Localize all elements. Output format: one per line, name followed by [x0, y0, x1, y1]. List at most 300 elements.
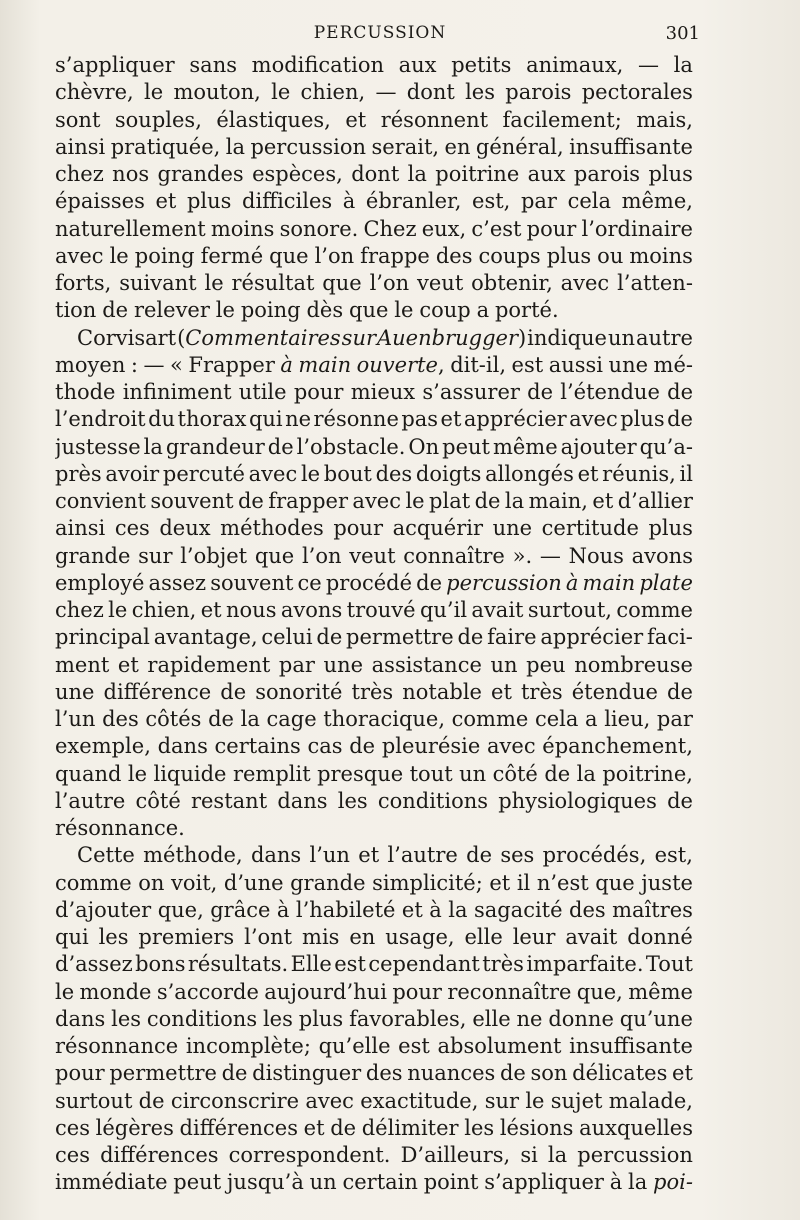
word: premiers: [138, 925, 235, 949]
word: insuffisante: [569, 1034, 693, 1058]
word: avec: [569, 407, 618, 432]
word: mis: [302, 925, 340, 949]
word: permettre: [109, 1061, 217, 1086]
word: acquérir: [392, 516, 484, 541]
word: thode: [55, 380, 116, 404]
word: dont: [351, 162, 400, 186]
word: maîtres: [612, 897, 693, 922]
word: nous: [226, 598, 277, 622]
word: coups: [478, 243, 541, 268]
word: circonscrire: [170, 1088, 300, 1113]
word: pas: [401, 407, 439, 432]
word: ces: [55, 1115, 90, 1140]
word: résonnance: [55, 1034, 179, 1058]
text-line: [55, 761, 693, 788]
word: et: [401, 897, 423, 922]
word: étendue: [571, 679, 658, 704]
text-line: [55, 842, 693, 869]
word: sans: [189, 53, 237, 77]
word: de: [474, 489, 501, 513]
word: et: [491, 679, 512, 704]
word: à: [276, 897, 290, 922]
word: Corvisart: [77, 325, 177, 350]
word: que: [322, 271, 362, 295]
word: ses: [500, 843, 535, 868]
word: l’atten-: [617, 271, 693, 295]
word: main: [582, 570, 636, 595]
word: aux: [527, 162, 566, 186]
word: simplicité;: [372, 870, 483, 895]
word: faire: [487, 625, 537, 650]
word: moins: [210, 216, 275, 241]
word: de: [499, 1061, 526, 1086]
word: que,: [157, 897, 204, 922]
word: chez: [55, 598, 104, 622]
word: de: [416, 570, 443, 595]
text-line: [55, 1060, 693, 1087]
word: s’assurer: [422, 380, 520, 404]
word: reconnaître: [447, 979, 572, 1004]
word: les: [111, 1006, 142, 1031]
word: utile: [238, 380, 287, 404]
word: méthode,: [143, 843, 243, 868]
text-line: [55, 543, 693, 570]
word: animaux,: [526, 53, 624, 77]
word: doigts: [415, 461, 482, 486]
word: naturellement: [55, 216, 206, 241]
word: qu’a-: [639, 434, 693, 459]
word: que: [595, 870, 635, 895]
word: peut: [442, 434, 490, 459]
word: apprécier: [540, 625, 644, 650]
word: à: [342, 189, 356, 214]
word: nuances: [407, 1061, 496, 1086]
word: malade,: [608, 1088, 693, 1113]
word: monde: [79, 979, 152, 1004]
word: exemple,: [55, 734, 151, 759]
text-line: [55, 1115, 693, 1142]
word: l’autre: [55, 788, 126, 813]
word: leur: [512, 925, 556, 949]
word: voit,: [171, 870, 218, 895]
word: juste: [641, 870, 693, 895]
word: grande: [55, 543, 131, 568]
word: assistance: [371, 652, 482, 677]
word: différence: [103, 679, 212, 704]
word: plus: [298, 1006, 344, 1031]
word: de: [349, 734, 376, 759]
word: côté: [135, 788, 181, 813]
word: avoir: [105, 461, 160, 486]
word: résultat: [231, 271, 315, 295]
word: pour: [55, 1061, 105, 1086]
word: l’on: [301, 543, 342, 568]
text-line: [55, 216, 693, 243]
word: les: [337, 788, 368, 813]
text-line: [55, 79, 693, 106]
word: la: [547, 1143, 568, 1167]
text-line: [55, 297, 693, 324]
word: méthodes: [220, 516, 324, 541]
word: par: [520, 189, 557, 214]
word: ».: [512, 543, 533, 568]
word: percussion: [446, 570, 562, 595]
word: les: [465, 80, 496, 105]
word: comme: [55, 870, 132, 895]
word: avec: [487, 734, 536, 759]
word: des: [569, 897, 606, 922]
text-line: [55, 1088, 693, 1115]
word: l’étendue: [560, 380, 660, 404]
word: résonnance.: [55, 816, 185, 840]
word: le: [300, 461, 321, 486]
word: il: [516, 870, 531, 895]
word: permettre: [346, 625, 454, 650]
word: l’ont: [244, 925, 293, 949]
word: aux: [398, 53, 437, 77]
text-line: [55, 733, 693, 760]
word: correspondent.: [228, 1143, 391, 1167]
text-line: [55, 570, 693, 597]
word: de: [667, 380, 693, 404]
word: relever: [133, 298, 210, 323]
word: d’allier: [617, 489, 693, 513]
running-title: PERCUSSION: [313, 23, 447, 43]
word: grâce: [210, 897, 271, 922]
word: est,: [654, 843, 693, 868]
word: distinguer: [252, 1061, 362, 1086]
word: du: [148, 407, 176, 432]
word: la: [407, 162, 427, 186]
word: ou: [597, 243, 624, 268]
word: suivant: [119, 271, 197, 295]
word: avec: [352, 489, 401, 513]
word: dans: [277, 788, 328, 813]
word: souvent: [150, 489, 234, 513]
word: procédé: [325, 570, 413, 595]
word: poitrine,: [602, 761, 693, 786]
word: a: [585, 707, 598, 731]
text-line: [55, 815, 693, 842]
word: plus: [186, 189, 232, 214]
word: de: [667, 679, 693, 704]
word: est,: [472, 189, 511, 214]
word: Chez: [363, 216, 417, 241]
word: usage,: [385, 925, 455, 949]
word: une: [492, 516, 533, 541]
word: que: [349, 298, 389, 323]
word: thoracique,: [323, 707, 446, 731]
word: espèces,: [252, 162, 343, 186]
word: allongés: [485, 461, 574, 486]
word: à: [280, 352, 293, 377]
word: forts,: [55, 271, 112, 295]
word: eux,: [421, 216, 467, 241]
word: le: [525, 1088, 545, 1113]
word: (Commentaires: [177, 325, 341, 350]
text-line: [55, 134, 693, 161]
word: trouvé: [346, 598, 416, 622]
word: surtout: [55, 1088, 133, 1113]
body-text: [55, 52, 693, 1197]
word: de: [267, 434, 294, 459]
word: procédés,: [542, 843, 647, 868]
word: il: [679, 461, 693, 486]
text-line: [55, 161, 693, 188]
word: auxquelles: [579, 1115, 693, 1140]
text-line: [55, 870, 693, 897]
word: nos: [112, 162, 150, 186]
word: physiologiques: [498, 788, 657, 813]
word: assez: [148, 570, 207, 595]
word: différences: [179, 1115, 299, 1140]
word: plus: [648, 162, 693, 186]
word: c’est: [471, 216, 522, 241]
word: mais,: [636, 107, 693, 132]
word: plus: [648, 516, 693, 541]
text-line: [55, 107, 693, 134]
word: main,: [528, 489, 588, 513]
word: de: [457, 625, 484, 650]
word: cependant: [368, 952, 480, 977]
text-line: [55, 52, 693, 79]
word: justesse: [55, 434, 141, 459]
word: général,: [475, 134, 564, 159]
word: certains: [214, 734, 301, 759]
word: à: [565, 570, 579, 595]
word: comme: [451, 707, 529, 731]
word: sagacité: [473, 897, 563, 922]
word: le: [405, 489, 425, 513]
word: le: [55, 979, 75, 1004]
word: avec: [305, 1088, 354, 1113]
word: peu: [526, 652, 566, 677]
word: ment: [55, 652, 110, 677]
word: en: [444, 134, 471, 159]
word: elle: [464, 925, 503, 949]
word: la: [673, 53, 693, 77]
word: la: [504, 489, 525, 513]
word: facilement;: [502, 107, 622, 132]
text-line: [55, 188, 693, 215]
word: avec: [55, 243, 104, 268]
word: ébranler,: [365, 189, 462, 214]
word: lésions: [499, 1115, 574, 1140]
word: l’endroit: [55, 407, 146, 432]
word: de: [138, 1088, 165, 1113]
word: a: [476, 298, 490, 323]
word: avec: [560, 271, 610, 295]
word: bons: [135, 952, 186, 977]
word: ce: [297, 570, 322, 595]
word: surtout,: [527, 598, 612, 622]
text-line: [55, 652, 693, 679]
word: Tout: [645, 952, 693, 977]
word: moins: [629, 243, 693, 268]
word: près: [55, 461, 102, 486]
text-line: [55, 679, 693, 706]
word: le: [394, 298, 414, 323]
word: —: [375, 80, 397, 105]
text-line: [55, 788, 693, 815]
word: autre: [635, 325, 693, 350]
word: convient: [55, 489, 146, 513]
word: employé: [55, 570, 145, 595]
word: et: [672, 1061, 693, 1086]
word: plus: [546, 243, 592, 268]
word: notable: [402, 679, 482, 704]
word: certitude: [541, 516, 639, 541]
word: même: [628, 979, 693, 1004]
word: pour: [333, 516, 383, 541]
word: qui: [248, 407, 283, 432]
word: veut: [349, 543, 396, 568]
word: l’on: [314, 243, 355, 268]
word: conditions: [146, 1006, 258, 1031]
word: ainsi: [55, 516, 106, 541]
word: pour: [526, 216, 577, 241]
word: de: [466, 843, 492, 868]
word: moyen: [55, 352, 126, 377]
word: pleurésie: [381, 734, 481, 759]
word: deux: [159, 516, 211, 541]
word: une: [323, 652, 364, 677]
word: s’appliquer: [484, 1170, 604, 1195]
word: délicates: [572, 1061, 668, 1086]
word: et: [440, 407, 462, 432]
word: avons: [631, 543, 693, 568]
word: de: [221, 1061, 248, 1086]
word: et: [592, 489, 614, 513]
word: épaisses: [55, 189, 145, 214]
word: la: [576, 761, 596, 786]
word: qu’une: [619, 1006, 693, 1031]
word: de: [330, 1115, 357, 1140]
word: même,: [621, 189, 693, 214]
word: parois: [573, 162, 641, 186]
word: sont: [55, 107, 101, 132]
word: immédiate: [55, 1170, 168, 1195]
word: est: [511, 352, 544, 377]
word: jusqu’à: [226, 1170, 304, 1195]
word: des: [375, 461, 413, 486]
word: et: [200, 598, 222, 622]
word: D’ailleurs,: [400, 1143, 511, 1167]
word: mé-: [653, 352, 693, 377]
word: n’est: [536, 870, 589, 895]
word: le: [109, 243, 129, 268]
word: plat: [429, 489, 471, 513]
word: l’obstacle.: [296, 434, 406, 459]
word: dans: [157, 734, 208, 759]
text-line: [55, 379, 693, 406]
word: d’une: [223, 870, 284, 895]
word: que,: [576, 979, 623, 1004]
word: la: [628, 1170, 648, 1195]
word: lieu,: [604, 707, 651, 731]
word: sur: [341, 325, 377, 350]
word: l’autre: [387, 843, 458, 868]
word: et: [577, 461, 599, 486]
word: apprécier: [463, 407, 567, 432]
word: un: [490, 652, 518, 677]
word: frapper: [268, 489, 348, 513]
word: mieux: [350, 380, 416, 404]
word: ouverte,: [356, 352, 445, 377]
text-line: [55, 1169, 693, 1196]
word: d’ajouter: [55, 897, 152, 922]
word: la: [225, 134, 246, 159]
word: et: [489, 870, 511, 895]
word: que: [254, 543, 295, 568]
word: pectorales: [581, 80, 693, 105]
word: à: [429, 897, 442, 922]
word: aujourd’hui: [264, 979, 387, 1004]
word: percussion: [250, 134, 367, 159]
word: modification: [251, 53, 384, 77]
word: l’objet: [180, 543, 248, 568]
word: et: [303, 1115, 325, 1140]
word: grandeur: [165, 434, 265, 459]
word: qui: [55, 925, 89, 949]
word: Frapper: [188, 352, 275, 377]
word: nombreuse: [574, 652, 693, 677]
word: coup: [419, 298, 471, 323]
word: un: [309, 1170, 337, 1195]
word: —: [539, 543, 561, 568]
page-number: 301: [665, 22, 700, 44]
word: ne: [285, 407, 312, 432]
word: cela: [534, 707, 579, 731]
word: une: [608, 352, 649, 377]
word: avons: [280, 598, 343, 622]
word: l’un: [55, 707, 96, 731]
word: rapidement: [147, 652, 271, 677]
word: de: [208, 707, 234, 731]
word: et: [117, 652, 139, 677]
word: avec: [248, 461, 298, 486]
word: dès: [306, 298, 344, 323]
word: dans: [250, 843, 302, 868]
word: des: [102, 707, 139, 731]
word: donne: [548, 1006, 614, 1031]
word: :: [130, 352, 138, 377]
text-line: [55, 1006, 693, 1033]
word: ajouter: [560, 434, 637, 459]
word: grandes: [157, 162, 244, 186]
text-line: [55, 1142, 693, 1169]
text-line: [55, 624, 693, 651]
text-line: [55, 325, 693, 352]
word: d’assez: [55, 952, 133, 977]
word: les: [262, 1006, 293, 1031]
word: et: [155, 189, 177, 214]
word: indique: [527, 325, 607, 350]
word: absolument: [437, 1034, 562, 1058]
word: cela: [567, 189, 611, 214]
word: un: [459, 761, 487, 786]
word: peut: [173, 1170, 222, 1195]
word: difficiles: [242, 189, 333, 214]
text-line: [55, 406, 693, 433]
word: liquide: [153, 761, 227, 786]
word: sonorité: [255, 679, 343, 704]
word: point: [423, 1170, 479, 1195]
word: de: [102, 298, 129, 323]
word: incomplète;: [185, 1034, 311, 1058]
word: restant: [190, 788, 268, 813]
word: chèvre,: [55, 80, 134, 105]
